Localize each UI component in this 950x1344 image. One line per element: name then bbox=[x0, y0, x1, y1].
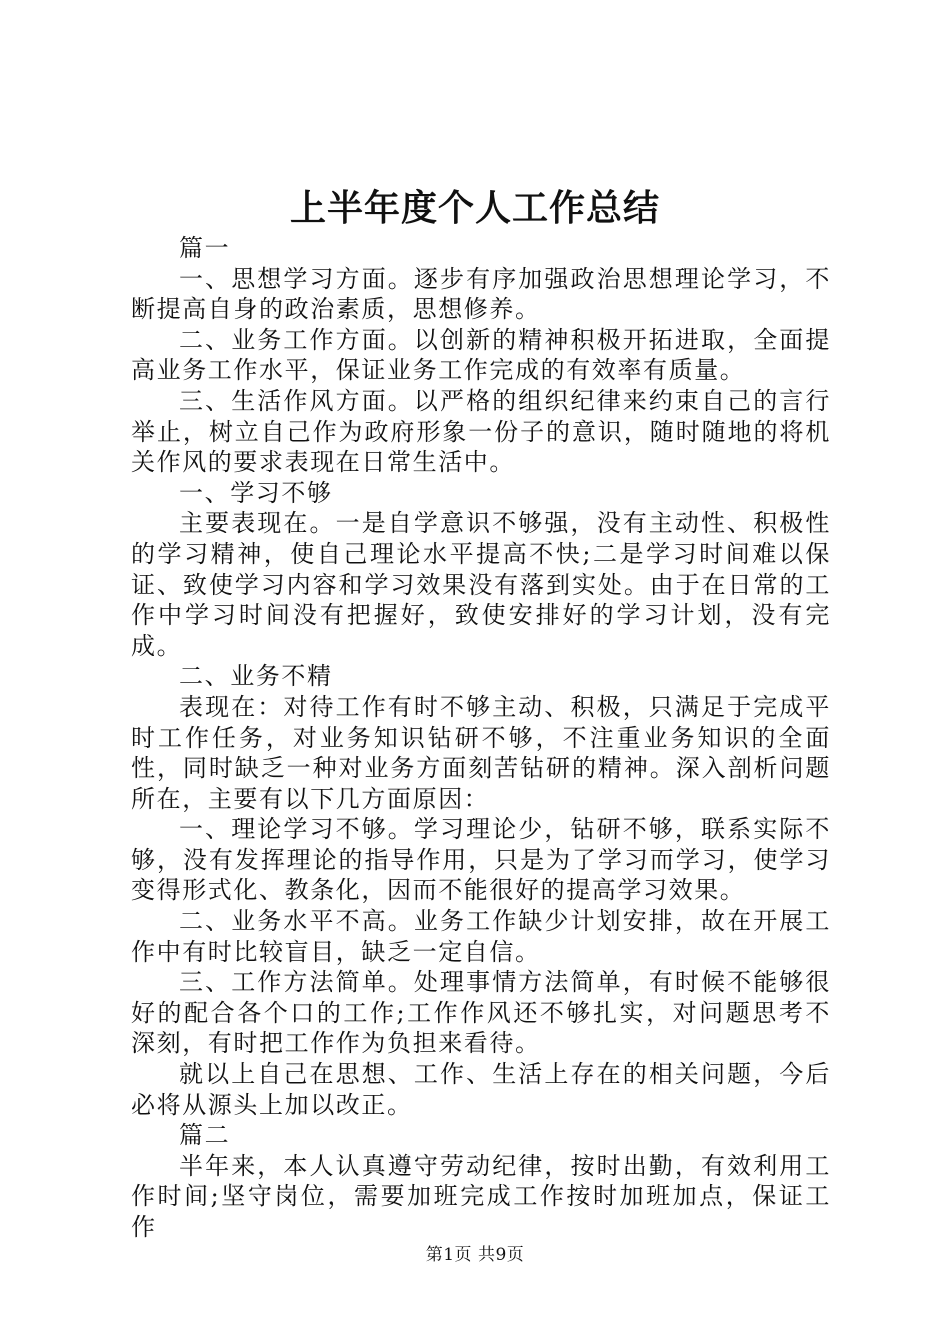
body-paragraph: 二、业务水平不高。业务工作缺少计划安排，故在开展工作中有时比较盲目，缺乏一定自信。 bbox=[131, 907, 831, 966]
body-paragraph: 一、思想学习方面。逐步有序加强政治思想理论学习，不断提高自身的政治素质，思想修养。 bbox=[131, 264, 831, 324]
document-title: 上半年度个人工作总结 bbox=[289, 187, 660, 229]
subsection-heading: 二、业务不精 bbox=[179, 662, 333, 691]
body-paragraph: 三、工作方法简单。处理事情方法简单，有时候不能够很好的配合各个口的工作;工作作风还不够扎实，对问题思考不深刻，有时把工作作为负担来看待。 bbox=[131, 968, 831, 1058]
page-footer: 第1页 共9页 bbox=[425, 1245, 525, 1265]
body-paragraph: 三、生活作风方面。以严格的组织纪律来约束自己的言行举止，树立自己作为政府形象一份子的意识，随时随地的将机关作风的要求表现在日常生活中。 bbox=[131, 386, 831, 477]
body-paragraph: 表现在：对待工作有时不够主动、积极，只满足于完成平时工作任务，对业务知识钻研不够，不注重业务知识的全面性，同时缺乏一种对业务方面刻苦钻研的精神。深入剖析问题所在，主要有以下几方面原因： bbox=[131, 692, 831, 813]
subsection-heading: 一、学习不够 bbox=[179, 478, 333, 507]
body-paragraph: 二、业务工作方面。以创新的精神积极开拓进取，全面提高业务工作水平，保证业务工作完成的有效率有质量。 bbox=[131, 325, 831, 385]
body-paragraph: 半年来，本人认真遵守劳动纪律，按时出勤，有效利用工作时间;坚守岗位，需要加班完成工作按时加班加点，保证工作 bbox=[131, 1151, 831, 1241]
body-paragraph: 就以上自己在思想、工作、生活上存在的相关问题，今后必将从源头上加以改正。 bbox=[131, 1060, 831, 1119]
section-heading: 篇一 bbox=[179, 234, 231, 262]
document-body bbox=[131, 233, 831, 1243]
section-heading: 篇二 bbox=[179, 1121, 231, 1150]
body-paragraph: 一、理论学习不够。学习理论少，钻研不够，联系实际不够，没有发挥理论的指导作用，只是为了学习而学习，使学习变得形式化、教条化，因而不能很好的提高学习效果。 bbox=[131, 815, 831, 905]
body-paragraph: 主要表现在。一是自学意识不够强，没有主动性、积极性的学习精神，使自己理论水平提高不快;二是学习时间难以保证、致使学习内容和学习效果没有落到实处。由于在日常的工作中学习时间没有把握好，致使安排好的学习计划，没有完成。 bbox=[131, 509, 831, 660]
